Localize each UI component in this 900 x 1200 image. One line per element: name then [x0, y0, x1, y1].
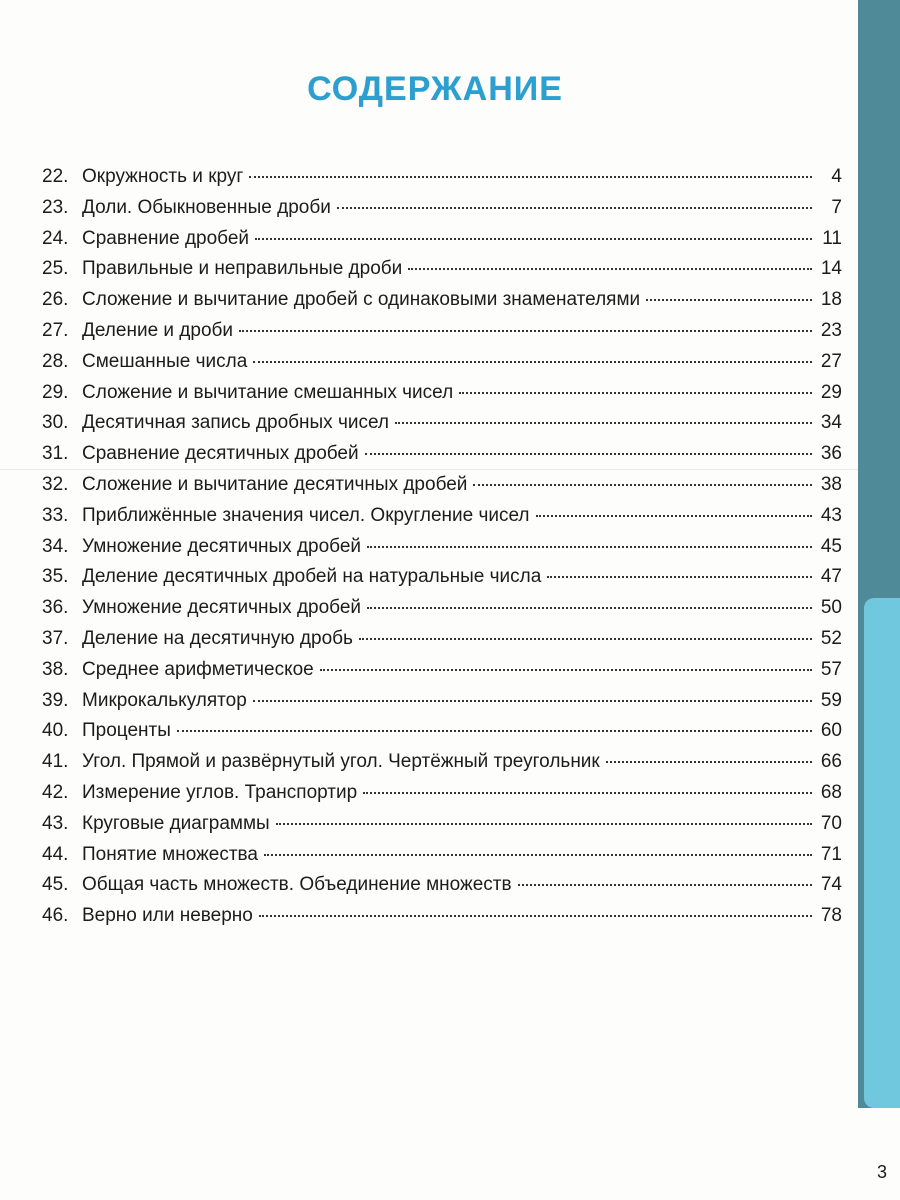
toc-entry-page: 71	[820, 843, 842, 865]
toc-entry-page: 29	[820, 381, 842, 403]
toc-entry-title: Деление десятичных дробей на натуральные числа	[82, 566, 542, 588]
page-tab-marker	[864, 598, 900, 1108]
toc-entry-page: 47	[820, 566, 842, 588]
toc-dot-leader	[253, 700, 812, 702]
toc-entry[interactable]	[42, 905, 842, 936]
toc-dot-leader	[363, 792, 812, 794]
toc-entry-title: Среднее арифметическое	[82, 658, 314, 680]
toc-entry[interactable]	[42, 382, 842, 413]
toc-dot-leader	[359, 638, 812, 640]
toc-entry[interactable]	[42, 844, 842, 875]
toc-entry-page: 78	[820, 905, 842, 927]
toc-entry[interactable]	[42, 197, 842, 228]
toc-entry-title: Умножение десятичных дробей	[82, 535, 362, 557]
toc-entry-number: 22.	[42, 166, 69, 187]
toc-entry-number: 38.	[42, 658, 69, 680]
toc-dot-leader	[518, 884, 812, 886]
toc-entry-number: 31.	[42, 443, 69, 465]
toc-entry[interactable]	[42, 874, 842, 905]
toc-entry[interactable]	[42, 166, 842, 197]
toc-entry-title: Круговые диаграммы	[82, 812, 270, 834]
toc-dot-leader	[459, 392, 812, 394]
toc-dot-leader	[536, 515, 812, 517]
toc-entry[interactable]	[42, 690, 842, 721]
toc-entry-title: Верно или неверно	[82, 905, 253, 927]
toc-entry-title: Проценты	[82, 720, 171, 742]
toc-entry-page: 4	[831, 166, 842, 187]
toc-entry-title: Понятие множества	[82, 843, 259, 865]
toc-entry[interactable]	[42, 659, 842, 690]
toc-dot-leader	[408, 268, 812, 270]
toc-entry-title: Сложение и вычитание смешанных чисел	[82, 381, 454, 403]
toc-entry[interactable]	[42, 320, 842, 351]
toc-entry-number: 37.	[42, 627, 69, 649]
toc-entry-number: 36.	[42, 597, 69, 619]
toc-dot-leader	[646, 299, 812, 301]
table-of-contents	[42, 166, 842, 936]
toc-entry-page: 14	[820, 258, 842, 280]
toc-entry-title: Общая часть множеств. Объединение множеств	[82, 874, 512, 896]
toc-entry-page: 7	[831, 196, 842, 218]
toc-entry-title: Микрокалькулятор	[82, 689, 247, 711]
toc-entry-number: 44.	[42, 843, 69, 865]
toc-entry[interactable]	[42, 751, 842, 782]
toc-entry-title: Угол. Прямой и развёрнутый угол. Чертёжный треугольник	[82, 751, 600, 773]
toc-entry-title: Сравнение дробей	[82, 227, 250, 249]
toc-entry-number: 27.	[42, 319, 69, 341]
toc-entry-number: 30.	[42, 412, 69, 434]
toc-dot-leader	[606, 761, 812, 763]
toc-entry-title: Десятичная запись дробных чисел	[82, 412, 389, 434]
page-number: 3	[876, 1162, 887, 1182]
toc-entry-page: 18	[820, 289, 842, 311]
toc-entry-number: 32.	[42, 473, 69, 495]
toc-entry-number: 40.	[42, 720, 69, 742]
toc-entry-page: 59	[820, 689, 842, 711]
toc-dot-leader	[276, 823, 812, 825]
toc-dot-leader	[253, 361, 812, 363]
toc-entry-number: 42.	[42, 781, 69, 803]
toc-dot-leader	[255, 238, 812, 240]
toc-entry-title: Смешанные числа	[82, 350, 248, 372]
toc-entry-number: 26.	[42, 289, 69, 311]
toc-dot-leader	[264, 854, 812, 856]
toc-entry-title: Деление и дроби	[82, 319, 234, 341]
toc-entry-number: 23.	[42, 196, 69, 218]
toc-dot-leader	[367, 546, 812, 548]
toc-entry-number: 25.	[42, 258, 69, 280]
toc-entry-number: 24.	[42, 227, 69, 249]
toc-entry-page: 38	[820, 473, 842, 495]
toc-dot-leader	[239, 330, 812, 332]
toc-entry[interactable]	[42, 782, 842, 813]
toc-entry-page: 70	[820, 812, 842, 834]
toc-entry-number: 35.	[42, 566, 69, 588]
toc-entry[interactable]	[42, 474, 842, 505]
toc-entry-title: Сравнение десятичных дробей	[82, 443, 359, 465]
toc-entry-page: 60	[820, 720, 842, 742]
toc-entry-page: 68	[820, 781, 842, 803]
page-corner	[858, 1108, 900, 1200]
toc-entry-number: 33.	[42, 504, 69, 526]
page-title: СОДЕРЖАНИЕ	[307, 70, 563, 108]
toc-entry-page: 66	[820, 751, 842, 773]
toc-entry-title: Умножение десятичных дробей	[82, 597, 362, 619]
toc-dot-leader	[365, 453, 812, 455]
toc-entry-page: 74	[820, 874, 842, 896]
toc-entry[interactable]	[42, 351, 842, 382]
toc-entry[interactable]	[42, 228, 842, 259]
toc-entry[interactable]	[42, 566, 842, 597]
toc-entry-page: 23	[820, 319, 842, 341]
toc-entry[interactable]	[42, 258, 842, 289]
toc-entry[interactable]	[42, 813, 842, 844]
toc-entry[interactable]	[42, 536, 842, 567]
toc-entry-number: 39.	[42, 689, 69, 711]
toc-entry[interactable]	[42, 720, 842, 751]
toc-entry[interactable]	[42, 412, 842, 443]
toc-entry-title: Сложение и вычитание дробей с одинаковыми знаменателями	[82, 289, 641, 311]
toc-entry-title: Окружность и круг	[82, 166, 244, 187]
toc-dot-leader	[337, 207, 812, 209]
toc-dot-leader	[395, 422, 812, 424]
toc-entry-page: 34	[820, 412, 842, 434]
toc-entry-page: 57	[820, 658, 842, 680]
toc-entry-number: 28.	[42, 350, 69, 372]
toc-entry[interactable]	[42, 505, 842, 536]
toc-entry[interactable]	[42, 289, 842, 320]
toc-entry-title: Сложение и вычитание десятичных дробей	[82, 473, 468, 495]
toc-dot-leader	[320, 669, 812, 671]
toc-dot-leader	[177, 730, 812, 732]
toc-entry-number: 41.	[42, 751, 69, 773]
toc-entry-number: 46.	[42, 905, 69, 927]
toc-entry[interactable]	[42, 443, 842, 474]
toc-entry-title: Правильные и неправильные дроби	[82, 258, 403, 280]
toc-entry-title: Деление на десятичную дробь	[82, 627, 353, 649]
toc-dot-leader	[547, 576, 812, 578]
toc-dot-leader	[473, 484, 812, 486]
toc-entry-title: Измерение углов. Транспортир	[82, 781, 358, 803]
toc-entry[interactable]	[42, 628, 842, 659]
toc-entry-page: 45	[820, 535, 842, 557]
toc-entry-page: 52	[820, 627, 842, 649]
toc-entry-title: Доли. Обыкновенные дроби	[82, 196, 331, 218]
toc-entry-page: 43	[820, 504, 842, 526]
toc-entry-page: 36	[820, 443, 842, 465]
toc-entry-number: 29.	[42, 381, 69, 403]
toc-entry-page: 27	[820, 350, 842, 372]
toc-entry-number: 34.	[42, 535, 69, 557]
toc-entry-page: 50	[820, 597, 842, 619]
toc-entry[interactable]	[42, 597, 842, 628]
toc-dot-leader	[259, 915, 812, 917]
toc-entry-number: 45.	[42, 874, 69, 896]
toc-dot-leader	[249, 176, 812, 178]
toc-dot-leader	[367, 607, 812, 609]
toc-entry-page: 11	[822, 227, 842, 249]
toc-entry-number: 43.	[42, 812, 69, 834]
toc-entry-title: Приближённые значения чисел. Округление чисел	[82, 504, 530, 526]
